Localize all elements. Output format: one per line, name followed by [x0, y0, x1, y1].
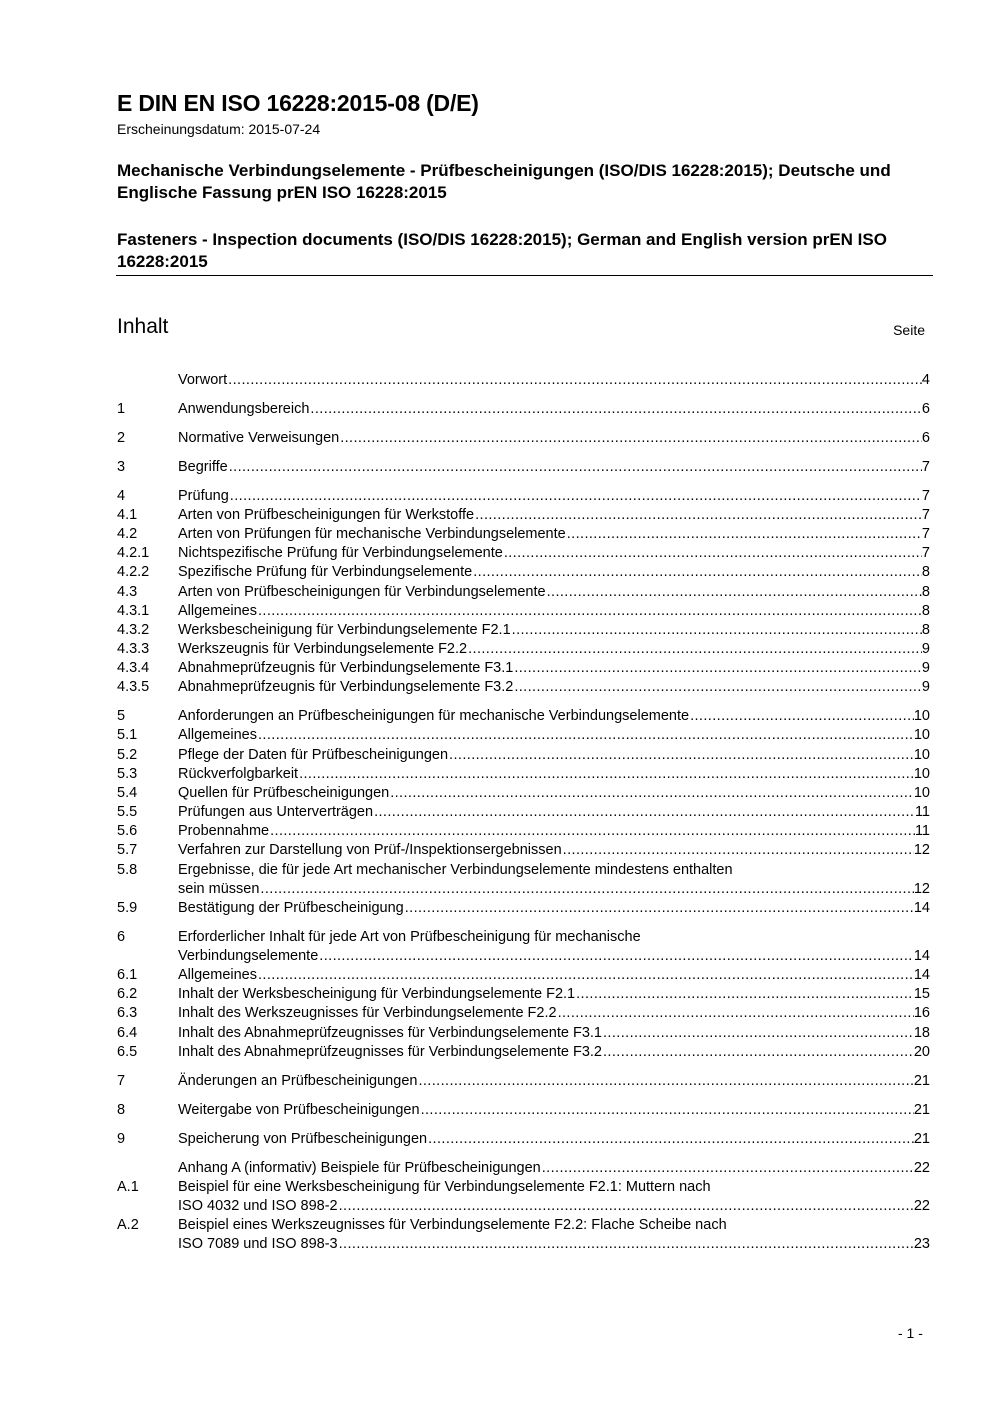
toc-dot-leader [338, 1197, 914, 1216]
toc-entry-number: 5.3 [117, 765, 138, 782]
title-english: Fasteners - Inspection documents (ISO/DIS 16228:2015); German and English version prEN ISO 16228:2015 [117, 230, 887, 271]
toc-entry[interactable] [117, 707, 930, 726]
toc-entry-number: A.1 [117, 1178, 139, 1195]
toc-entry[interactable] [117, 746, 930, 765]
toc-entry-page: 9 [921, 641, 930, 658]
toc-dot-leader [467, 640, 922, 659]
toc-entry-page: 11 [914, 804, 930, 821]
toc-entry[interactable] [117, 899, 930, 918]
toc-entry-title: ISO 7089 und ISO 898-3 [178, 1236, 338, 1253]
toc-entry-number: 5.8 [117, 861, 138, 878]
toc-entry[interactable] [117, 563, 930, 582]
toc-entry[interactable] [117, 841, 930, 860]
toc-entry-number: 6.3 [117, 1005, 138, 1022]
toc-entry-number: 4 [117, 487, 126, 504]
toc-entry-title: Vorwort [178, 372, 228, 388]
toc-dot-leader [257, 726, 914, 745]
toc-entry-number: 5.9 [117, 899, 138, 916]
toc-entry-title: Abnahmeprüfzeugnis für Verbindungselemente F3.1 [178, 660, 514, 677]
toc-entry-number: 1 [117, 400, 126, 417]
toc-entry-number: A.2 [117, 1217, 139, 1234]
toc-entry-title: Anwendungsbereich [178, 400, 310, 417]
toc-entry[interactable] [117, 803, 930, 822]
toc-entry-body [178, 621, 930, 640]
toc-entry-page: 20 [913, 1043, 930, 1060]
toc-entry[interactable] [117, 640, 930, 659]
toc-entry-number: 7 [117, 1072, 126, 1089]
toc-entry-title: Verbindungselemente [178, 948, 319, 964]
toc-entry-title: Werkszeugnis für Verbindungselemente F2.2 [178, 641, 468, 658]
toc-dot-leader [269, 822, 915, 841]
toc-dot-leader [229, 487, 922, 506]
toc-entry-title: Inhalt des Werkszeugnisses für Verbindungselemente F2.2 [178, 1005, 557, 1022]
toc-entry-body [178, 525, 930, 544]
toc-entry-title: Bestätigung der Prüfbescheinigung [178, 899, 404, 916]
toc-entry-number: 4.2.2 [117, 564, 150, 581]
toc-entry-page: 4 [921, 372, 930, 388]
toc-entry-body [178, 400, 930, 419]
toc-entry[interactable] [117, 544, 930, 563]
toc-entry-number: 6.5 [117, 1043, 138, 1060]
toc-entry-title: Begriffe [178, 458, 228, 475]
toc-entry[interactable] [117, 1159, 930, 1178]
toc-entry-body [178, 1043, 930, 1062]
toc-page-column-label: Seite [893, 322, 925, 338]
toc-entry-title: Probennahme [178, 823, 270, 840]
toc-entry-title: Werksbescheinigung für Verbindungselemente F2.1 [178, 621, 511, 638]
toc-entry[interactable] [117, 765, 930, 784]
toc-entry-body [178, 1130, 930, 1149]
toc-entry-number [117, 371, 178, 390]
toc-dot-leader [373, 803, 915, 822]
toc-dot-leader [404, 899, 914, 918]
toc-dot-leader [228, 458, 922, 477]
toc-entry-number: 6.2 [117, 986, 138, 1003]
toc-entry-body [178, 966, 930, 985]
toc-entry-title: Nichtspezifische Prüfung für Verbindungselemente [178, 545, 503, 562]
toc-entry-page: 8 [921, 564, 930, 581]
toc-entry-page: 10 [913, 708, 930, 725]
toc-entry-number: 4.3.2 [117, 621, 150, 638]
toc-entry[interactable] [117, 861, 930, 899]
toc-entry-page: 16 [913, 1005, 930, 1022]
toc-entry[interactable] [117, 678, 930, 697]
toc-entry-title-line1: Beispiel eines Werkszeugnisses für Verbindungselemente F2.2: Flache Scheibe nach [178, 1217, 727, 1234]
toc-entry[interactable] [117, 458, 930, 477]
toc-dot-leader [474, 506, 922, 525]
toc-entry-title: Anforderungen an Prüfbescheinigungen für mechanische Verbindungselemente [178, 708, 690, 725]
toc-entry[interactable] [117, 583, 930, 602]
toc-entry-body [178, 1159, 930, 1178]
toc-entry-title-line1: Beispiel für eine Werksbescheinigung für Verbindungselemente F2.1: Muttern nach [178, 1178, 711, 1195]
toc-entry-body [178, 458, 930, 477]
toc-entry-title: Allgemeines [178, 727, 257, 744]
toc-entry[interactable] [117, 985, 930, 1004]
toc-dot-leader [339, 429, 922, 448]
toc-entry[interactable] [117, 659, 930, 678]
toc-entry-page: 8 [921, 621, 930, 638]
toc-dot-leader [557, 1004, 914, 1023]
toc-entry-page: 14 [913, 967, 930, 984]
toc-entry-title: Inhalt des Abnahmeprüfzeugnisses für Verbindungselemente F3.1 [178, 1024, 602, 1041]
toc-entry-title: Rückverfolgbarkeit [178, 765, 299, 782]
toc-entry-page: 21 [913, 1101, 930, 1118]
toc-dot-leader [511, 621, 922, 640]
toc-entry[interactable] [117, 784, 930, 803]
toc-entry-body [178, 822, 930, 841]
toc-entry-title: Speicherung von Prüfbescheinigungen [178, 1130, 428, 1147]
toc-entry-page: 10 [913, 727, 930, 744]
toc-entry-body [178, 707, 930, 726]
toc-entry-page: 8 [921, 602, 930, 619]
toc-entry-title: Inhalt des Abnahmeprüfzeugnisses für Verbindungselemente F3.2 [178, 1043, 602, 1060]
toc-entry-body [178, 602, 930, 621]
toc-entry-page: 9 [921, 679, 930, 696]
toc-dot-leader [689, 707, 914, 726]
toc-entry-page: 11 [914, 823, 930, 840]
toc-entry-title: Allgemeines [178, 602, 257, 619]
toc-dot-leader [503, 544, 922, 563]
toc-entry-page: 22 [913, 1197, 930, 1214]
toc-entry-body [178, 506, 930, 525]
toc-entry-page: 10 [913, 746, 930, 763]
toc-entry-body [178, 746, 930, 765]
toc-entry-page: 9 [921, 660, 930, 677]
toc-entry-number: 8 [117, 1101, 126, 1118]
toc-dot-leader [575, 985, 914, 1004]
toc-entry[interactable] [117, 400, 930, 419]
toc-entry-body [178, 803, 930, 822]
toc-entry-number: 4.3.3 [117, 641, 150, 658]
toc-entry[interactable] [117, 726, 930, 745]
toc-entry-body [178, 583, 930, 602]
toc-entry-number: 5 [117, 708, 126, 725]
toc-entry-body [178, 487, 930, 506]
toc-entry-number: 4.3 [117, 583, 138, 600]
toc-entry-body [178, 429, 930, 448]
toc-entry-title: Spezifische Prüfung für Verbindungselemente [178, 564, 473, 581]
toc-dot-leader [309, 400, 922, 419]
toc-entry-page: 7 [921, 545, 930, 562]
toc-entry-body [178, 659, 930, 678]
toc-entry-title: ISO 4032 und ISO 898-2 [178, 1197, 338, 1214]
toc-entry-title: Abnahmeprüfzeugnis für Verbindungselemente F3.2 [178, 679, 514, 696]
toc-entry-body [178, 1101, 930, 1120]
toc-entry-page: 18 [913, 1024, 930, 1041]
toc-entry-title: Arten von Prüfbescheinigungen für Werkstoffe [178, 506, 475, 523]
toc-dot-leader [298, 765, 914, 784]
toc-entry-body [178, 544, 930, 563]
toc-entry-number: 2 [117, 429, 126, 446]
toc-entry[interactable] [117, 1216, 930, 1254]
toc-entry-title: Arten von Prüfbescheinigungen für Verbindungselemente [178, 583, 546, 600]
toc-entry-title: Normative Verweisungen [178, 429, 340, 446]
toc-entry-body [178, 765, 930, 784]
toc-entry-page: 14 [913, 948, 930, 964]
toc-entry-body [178, 726, 930, 745]
toc-entry-page: 10 [913, 765, 930, 782]
toc-entry-page: 14 [913, 899, 930, 916]
toc-dot-leader [257, 602, 922, 621]
toc-entry[interactable] [117, 429, 930, 448]
toc-entry[interactable] [117, 525, 930, 544]
toc-dot-leader [513, 678, 922, 697]
toc-dot-leader [420, 1101, 914, 1120]
toc-dot-leader [318, 947, 914, 966]
toc-entry-page: 7 [921, 487, 930, 504]
toc-entry[interactable] [117, 371, 930, 390]
toc-entry-body [178, 640, 930, 659]
toc-entry-title: Verfahren zur Darstellung von Prüf-/Inspektionsergebnissen [178, 842, 562, 859]
toc-entry[interactable] [117, 487, 930, 506]
toc-entry-number [117, 1159, 178, 1178]
toc-entry-body [178, 861, 930, 899]
toc-entry-number: 4.2.1 [117, 545, 150, 562]
toc-entry[interactable] [117, 602, 930, 621]
toc-heading: Inhalt [117, 315, 169, 338]
toc-dot-leader [448, 746, 914, 765]
toc-entry-body [178, 1024, 930, 1043]
toc-entry[interactable] [117, 506, 930, 525]
toc-dot-leader [541, 1159, 914, 1178]
toc-entry-body [178, 1216, 930, 1254]
toc-entry[interactable] [117, 966, 930, 985]
toc-entry-body [178, 841, 930, 860]
toc-entry-page: 23 [913, 1236, 930, 1253]
toc-dot-leader [227, 371, 922, 390]
toc-entry-number: 5.7 [117, 842, 138, 859]
toc-entry[interactable] [117, 1178, 930, 1216]
toc-entry-title: Quellen für Prüfbescheinigungen [178, 784, 390, 801]
toc-entry[interactable] [117, 822, 930, 841]
page-number: - 1 - [898, 1325, 923, 1341]
toc-entry-number: 9 [117, 1130, 126, 1147]
title-german: Mechanische Verbindungselemente - Prüfbescheinigungen (ISO/DIS 16228:2015); Deutsche und Englische Fassung prEN ISO 16228:2015 [117, 161, 891, 202]
toc-dot-leader [602, 1024, 914, 1043]
toc-entry-body [178, 928, 930, 966]
toc-dot-leader [389, 784, 914, 803]
toc-dot-leader [602, 1043, 914, 1062]
toc-entry-page: 10 [913, 784, 930, 801]
toc-dot-leader [259, 880, 913, 899]
toc-entry-body [178, 784, 930, 803]
toc-entry-title: sein müssen [178, 880, 260, 897]
toc-entry-page: 22 [913, 1159, 930, 1176]
toc-entry-page: 15 [913, 986, 930, 1003]
toc-entry-body [178, 1004, 930, 1023]
toc-entry[interactable] [117, 928, 930, 966]
toc-entry-number: 5.6 [117, 823, 138, 840]
toc-entry-number: 4.1 [117, 506, 138, 523]
table-of-contents [117, 371, 930, 1254]
toc-dot-leader [338, 1235, 914, 1254]
toc-entry-page: 6 [921, 400, 930, 417]
toc-entry-page: 8 [921, 583, 930, 600]
toc-entry-number: 4.3.1 [117, 602, 150, 619]
toc-entry-body [178, 985, 930, 1004]
toc-entry-title: Änderungen an Prüfbescheinigungen [178, 1072, 418, 1089]
header-rule [116, 275, 933, 276]
toc-entry-body [178, 1178, 930, 1216]
toc-entry-body [178, 678, 930, 697]
toc-entry-number: 6 [117, 928, 126, 945]
publication-date: Erscheinungsdatum: 2015-07-24 [117, 121, 321, 137]
toc-entry-number: 3 [117, 458, 126, 475]
toc-entry-title: Prüfung [178, 487, 229, 504]
toc-entry-title: Allgemeines [178, 967, 257, 984]
toc-entry-page: 21 [913, 1130, 930, 1147]
toc-entry-page: 12 [913, 842, 930, 859]
toc-dot-leader [566, 525, 922, 544]
toc-entry-page: 7 [921, 526, 930, 543]
toc-entry-title: Weitergabe von Prüfbescheinigungen [178, 1101, 420, 1118]
toc-entry-number: 4.2 [117, 526, 138, 543]
toc-entry[interactable] [117, 1072, 930, 1091]
toc-dot-leader [417, 1072, 913, 1091]
toc-entry[interactable] [117, 1043, 930, 1062]
toc-entry-number: 4.3.4 [117, 660, 150, 677]
toc-entry-number: 6.1 [117, 967, 138, 984]
toc-entry-number: 5.2 [117, 746, 138, 763]
toc-entry[interactable] [117, 621, 930, 640]
toc-entry-title: Pflege der Daten für Prüfbescheinigungen [178, 746, 449, 763]
toc-entry-number: 5.5 [117, 804, 138, 821]
toc-entry-title: Arten von Prüfungen für mechanische Verbindungselemente [178, 526, 566, 543]
toc-dot-leader [562, 841, 914, 860]
toc-entry-number: 4.3.5 [117, 679, 150, 696]
toc-entry-title-line1: Erforderlicher Inhalt für jede Art von Prüfbescheinigung für mechanische [178, 928, 641, 945]
toc-entry-body [178, 563, 930, 582]
toc-entry[interactable] [117, 1004, 930, 1023]
toc-entry-page: 21 [913, 1072, 930, 1089]
toc-entry-title: Anhang A (informativ) Beispiele für Prüfbescheinigungen [178, 1159, 541, 1176]
toc-entry-page: 12 [913, 880, 930, 897]
toc-entry-number: 5.1 [117, 727, 138, 744]
toc-entry-number: 5.4 [117, 784, 138, 801]
document-id: E DIN EN ISO 16228:2015-08 (D/E) [117, 90, 479, 116]
toc-dot-leader [513, 659, 922, 678]
toc-entry-body [178, 1072, 930, 1091]
toc-entry-page: 6 [921, 429, 930, 446]
toc-dot-leader [472, 563, 922, 582]
toc-entry-body [178, 371, 930, 390]
toc-entry-page: 7 [921, 506, 930, 523]
toc-entry[interactable] [117, 1024, 930, 1043]
toc-entry-title: Prüfungen aus Unterverträgen [178, 804, 374, 821]
toc-dot-leader [546, 583, 922, 602]
toc-entry[interactable] [117, 1101, 930, 1120]
toc-entry[interactable] [117, 1130, 930, 1149]
toc-dot-leader [257, 966, 914, 985]
toc-entry-number: 6.4 [117, 1024, 138, 1041]
toc-entry-title-line1: Ergebnisse, die für jede Art mechanischer Verbindungselemente mindestens enthalten [178, 861, 733, 878]
toc-entry-title: Inhalt der Werksbescheinigung für Verbindungselemente F2.1 [178, 986, 576, 1003]
toc-entry-page: 7 [921, 458, 930, 475]
toc-dot-leader [427, 1130, 914, 1149]
toc-entry-body [178, 899, 930, 918]
